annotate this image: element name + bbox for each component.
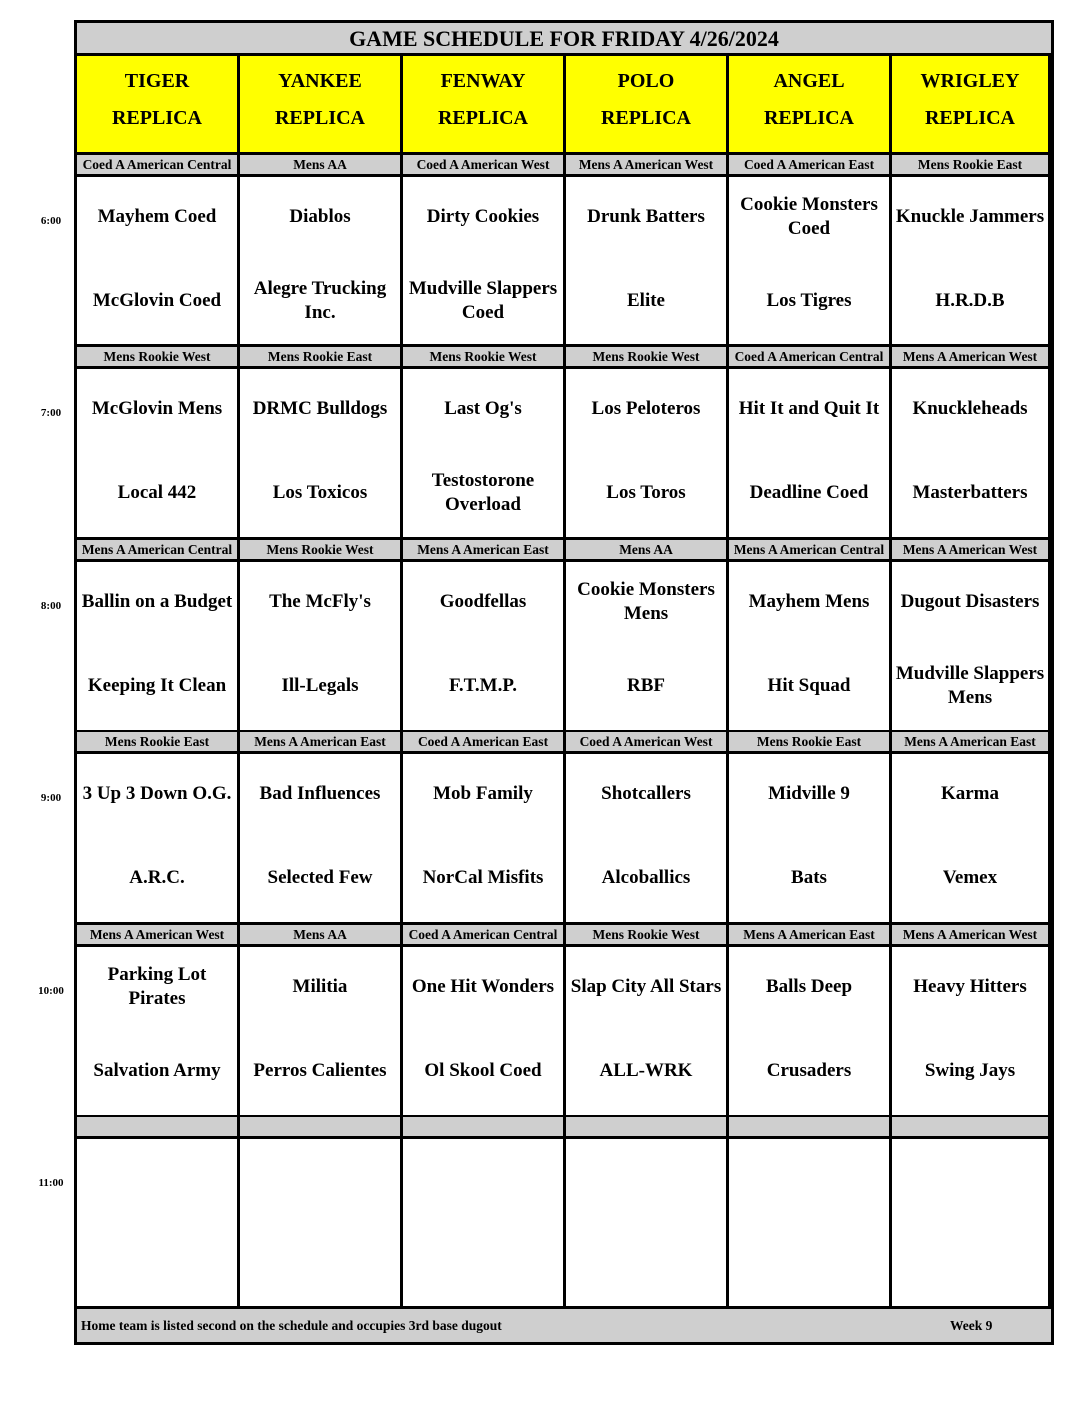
field-name: FENWAY [440,70,526,92]
footer-note: Home team is listed second on the schedule and occupies 3rd base dugout [81,1318,502,1333]
division-label: Mens A American East [403,540,566,562]
game-cell [729,1139,892,1309]
division-label [729,1117,892,1139]
division-label: Mens AA [240,155,403,177]
away-team: McGlovin Mens [91,398,223,419]
game-cell [77,754,240,925]
away-team: Ballin on a Budget [81,591,233,612]
time-label: 8:00 [40,600,62,612]
home-team [892,1237,1048,1289]
home-team: Mudville Slappers Mens [895,663,1045,708]
home-team: Local 442 [117,482,197,503]
division-label: Mens Rookie West [77,347,240,369]
game-cell [240,369,403,540]
time-label: 9:00 [40,792,62,804]
division-label: Mens A American Central [729,540,892,562]
away-team [729,1153,889,1205]
away-team: DRMC Bulldogs [252,398,388,419]
home-team: Los Toros [606,482,686,503]
away-team: Parking Lot Pirates [107,964,207,1009]
game-cell [403,369,566,540]
home-team: Hit Squad [767,675,851,696]
home-team: ALL-WRK [599,1060,693,1081]
away-team: Cookie Monsters Mens [577,579,715,624]
home-team: H.R.D.B [935,290,1005,311]
away-team: Goodfellas [439,591,527,612]
field-name: ANGEL [773,70,845,92]
game-cell [892,369,1051,540]
game-cell [240,1139,403,1309]
home-team [566,1237,726,1289]
game-cell [403,947,566,1118]
division-label: Coed A American West [566,732,729,754]
division-label: Mens Rookie East [892,155,1051,177]
away-team: Cookie Monsters Coed [740,194,878,239]
game-cell [403,562,566,733]
division-label: Coed A American Central [403,925,566,947]
game-cell [566,562,729,733]
division-label: Mens Rookie East [77,732,240,754]
away-team: Slap City All Stars [570,976,722,997]
home-team: Mudville Slappers Coed [408,278,558,323]
home-team: Los Toxicos [272,482,368,503]
away-team: 3 Up 3 Down O.G. [82,783,232,804]
home-team: Ill-Legals [281,675,359,696]
home-team: Elite [627,290,665,311]
home-team: Salvation Army [93,1060,221,1081]
field-subtitle: REPLICA [924,107,1015,129]
home-team: Vemex [942,867,998,888]
away-team [403,1153,563,1205]
away-team: Balls Deep [765,976,853,997]
away-team: Los Peloteros [591,398,701,419]
week-label: Week 9 [950,1318,993,1333]
home-team: Bats [791,867,827,888]
division-label: Mens AA [566,540,729,562]
field-subtitle: REPLICA [763,107,854,129]
away-team: Bad Influences [259,783,381,804]
game-cell [403,754,566,925]
division-label: Mens A American West [892,347,1051,369]
field-header-4 [729,56,892,155]
game-cell [729,177,892,347]
away-team: The McFly's [269,591,371,612]
division-label: Coed A American West [403,155,566,177]
field-header-5 [892,56,1051,155]
away-team: Mob Family [433,783,533,804]
home-team: Masterbatters [912,482,1028,503]
field-subtitle: REPLICA [274,107,365,129]
division-label: Coed A American Central [77,155,240,177]
home-team: Los Tigres [766,290,852,311]
game-cell [566,754,729,925]
game-cell [729,369,892,540]
home-team: NorCal Misfits [422,867,544,888]
away-team [892,1153,1048,1205]
division-label: Mens Rookie West [240,540,403,562]
game-cell [77,562,240,733]
game-cell [240,562,403,733]
away-team: Dirty Cookies [426,206,540,227]
division-label [240,1117,403,1139]
game-cell [566,1139,729,1309]
home-team: Selected Few [267,867,373,888]
away-team: Mayhem Mens [748,591,870,612]
time-label: 10:00 [38,985,64,997]
away-team [77,1153,237,1205]
field-subtitle: REPLICA [437,107,528,129]
home-team: Alegre Trucking Inc. [253,278,387,323]
home-team [403,1237,563,1289]
division-label [566,1117,729,1139]
division-label: Coed A American East [729,155,892,177]
away-team: Heavy Hitters [913,976,1027,997]
away-team: One Hit Wonders [411,976,555,997]
division-label: Coed A American East [403,732,566,754]
home-team: Swing Jays [924,1060,1016,1081]
field-name: POLO [617,70,675,92]
division-label: Mens A American East [729,925,892,947]
away-team: Drunk Batters [587,206,705,227]
footer [77,1309,1051,1342]
away-team: Dugout Disasters [900,591,1040,612]
division-label [403,1117,566,1139]
away-team: Knuckleheads [912,398,1028,419]
home-team: Crusaders [766,1060,852,1081]
game-cell [403,1139,566,1309]
division-label: Mens A American West [566,155,729,177]
game-cell [566,369,729,540]
division-label [892,1117,1051,1139]
division-label: Mens Rookie West [566,347,729,369]
game-cell [566,177,729,347]
field-header-3 [566,56,729,155]
game-cell [729,754,892,925]
home-team: RBF [627,675,665,696]
home-team: Keeping It Clean [87,675,227,696]
field-header-0 [77,56,240,155]
game-cell [240,754,403,925]
time-label: 11:00 [38,1177,64,1189]
division-label: Mens Rookie West [566,925,729,947]
away-team: Knuckle Jammers [895,206,1045,227]
field-subtitle: REPLICA [600,107,691,129]
page-title: GAME SCHEDULE FOR FRIDAY 4/26/2024 [77,23,1051,56]
home-team: A.R.C. [129,867,185,888]
time-label: 7:00 [40,407,62,419]
field-name: TIGER [124,70,190,92]
division-label: Mens A American West [77,925,240,947]
away-team: Hit It and Quit It [738,398,880,419]
field-name: WRIGLEY [920,70,1020,92]
game-cell [403,177,566,347]
field-subtitle: REPLICA [111,107,202,129]
game-cell [892,177,1051,347]
game-cell [240,177,403,347]
game-cell [77,1139,240,1309]
division-label: Mens AA [240,925,403,947]
game-cell [729,947,892,1118]
home-team: Testostorone Overload [431,470,535,515]
schedule-table [74,20,1054,1345]
division-label: Coed A American Central [729,347,892,369]
away-team: Mayhem Coed [97,206,217,227]
home-team: F.T.M.P. [449,675,517,696]
field-name: YANKEE [278,70,362,92]
home-team: Alcoballics [601,867,691,888]
home-team [77,1237,237,1289]
game-cell [77,177,240,347]
game-cell [892,947,1051,1118]
game-cell [566,947,729,1118]
game-cell [77,369,240,540]
home-team [729,1237,889,1289]
game-cell [77,947,240,1118]
game-cell [892,754,1051,925]
home-team: Ol Skool Coed [424,1060,542,1081]
away-team: Last Og's [444,398,522,419]
home-team: Perros Calientes [253,1060,387,1081]
division-label: Mens A American Central [77,540,240,562]
division-label: Mens A American East [240,732,403,754]
away-team: Karma [940,783,1000,804]
away-team: Diablos [289,206,351,227]
home-team: McGlovin Coed [92,290,222,311]
field-header-1 [240,56,403,155]
division-label: Mens Rookie East [240,347,403,369]
field-header-2 [403,56,566,155]
division-label: Mens Rookie East [729,732,892,754]
division-label: Mens A American East [892,732,1051,754]
home-team: Deadline Coed [749,482,869,503]
home-team [240,1237,400,1289]
away-team [566,1153,726,1205]
away-team [240,1153,400,1205]
away-team: Militia [292,976,348,997]
time-label: 6:00 [40,215,62,227]
game-cell [729,562,892,733]
game-cell [892,562,1051,733]
division-label: Mens Rookie West [403,347,566,369]
division-label: Mens A American West [892,925,1051,947]
division-label: Mens A American West [892,540,1051,562]
game-cell [240,947,403,1118]
division-label [77,1117,240,1139]
away-team: Shotcallers [601,783,691,804]
away-team: Midville 9 [768,783,850,804]
game-cell [892,1139,1051,1309]
